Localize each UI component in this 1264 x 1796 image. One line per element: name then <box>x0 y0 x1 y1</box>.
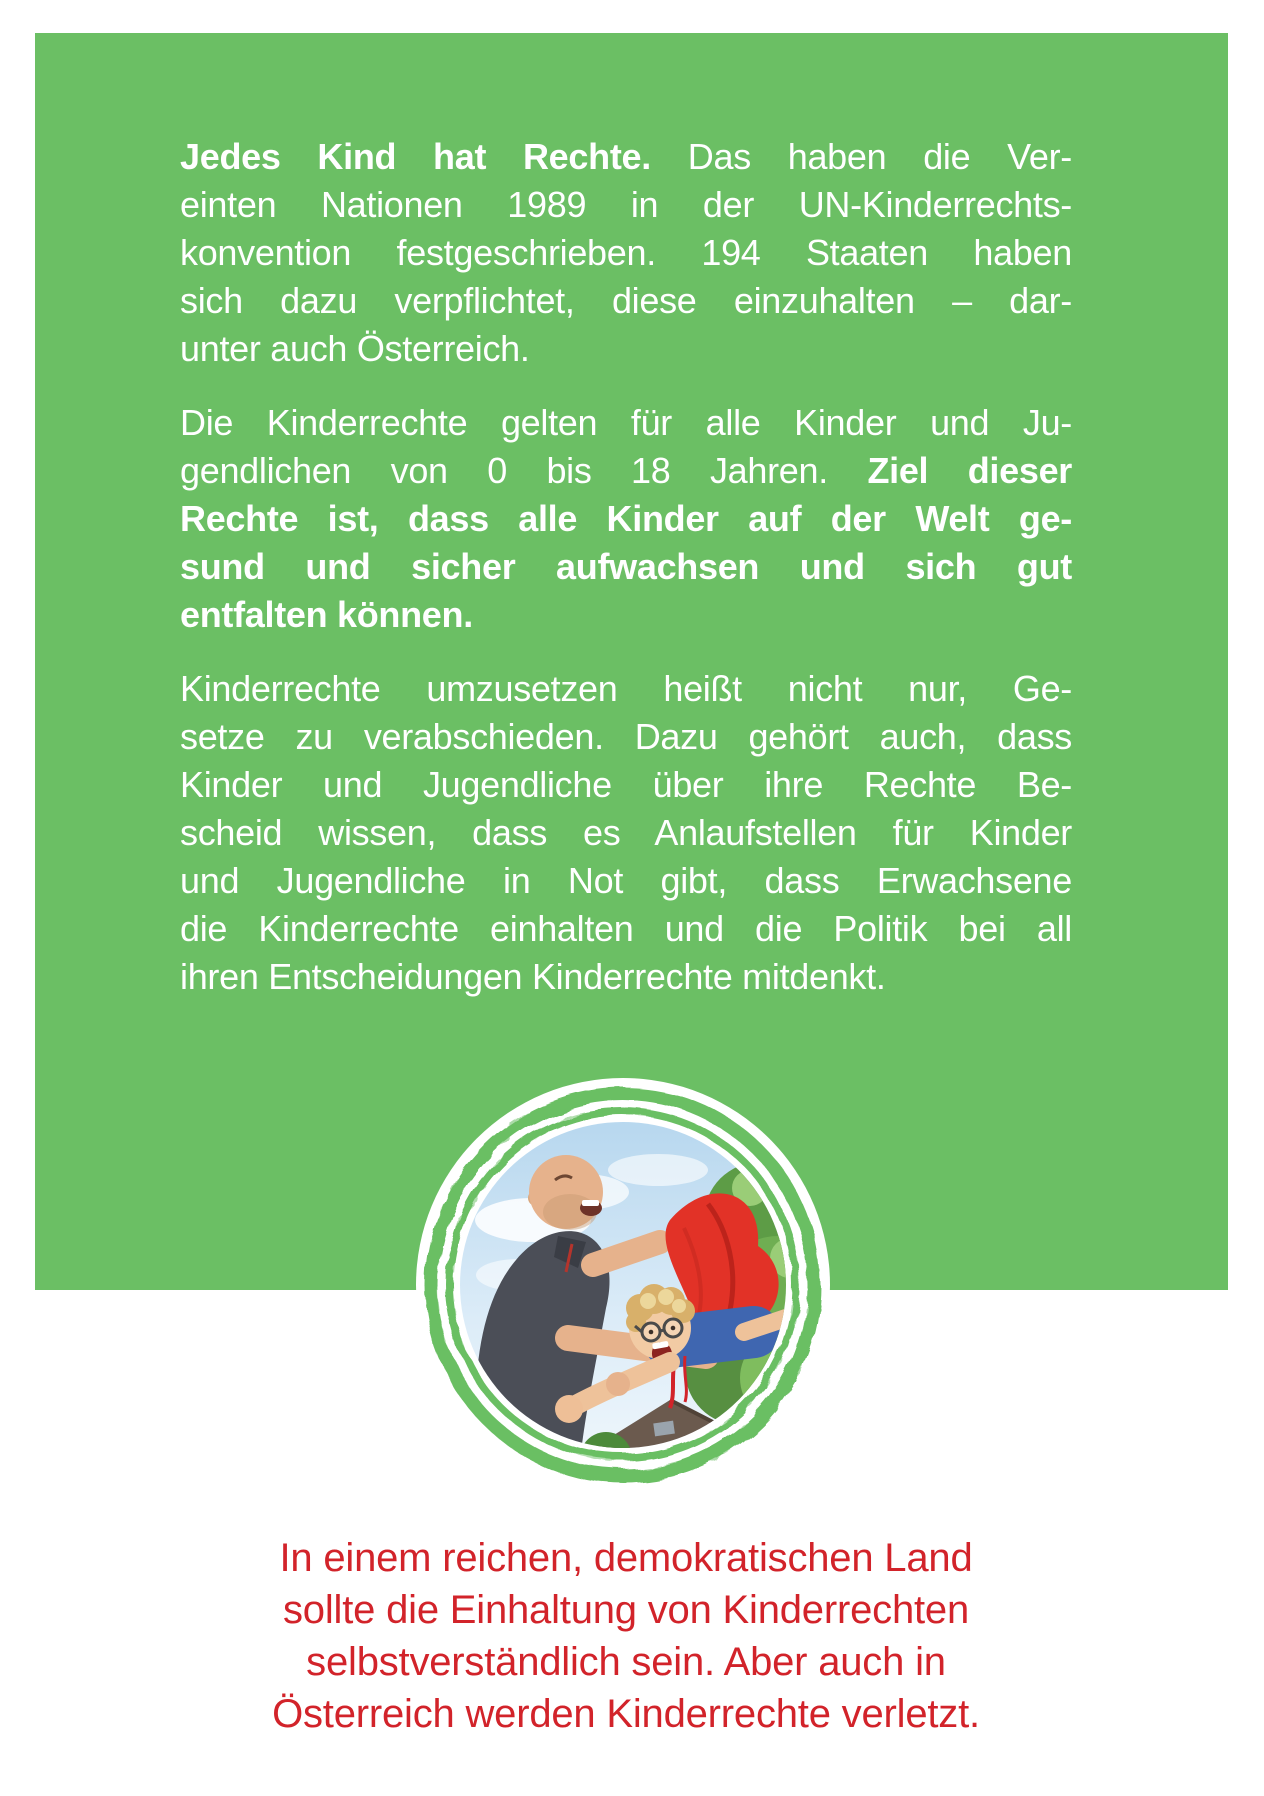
bold-text-segment: Rechte ist, dass alle Kinder auf der Welt ge- <box>180 498 1072 539</box>
bold-text-segment: sund und sicher aufwachsen und sich gut <box>180 546 1072 587</box>
text-segment: unter auch Österreich. <box>180 328 530 369</box>
paragraph <box>180 665 1072 1001</box>
text-segment: scheid wissen, dass es Anlaufstellen für Kinder <box>180 812 1072 853</box>
text-line <box>180 325 1072 373</box>
text-line <box>180 495 1072 543</box>
body-text <box>180 133 1072 1001</box>
text-segment: Die Kinderrechte gelten für alle Kinder und Ju- <box>180 402 1072 443</box>
text-segment: gendlichen von 0 bis 18 Jahren. <box>180 450 868 491</box>
text-segment: Kinderrechte umzusetzen heißt nicht nur, Ge- <box>180 668 1072 709</box>
text-line <box>180 399 1072 447</box>
bold-text-segment: Jedes Kind hat Rechte. <box>180 136 651 177</box>
paragraph <box>180 133 1072 373</box>
text-line <box>180 181 1072 229</box>
text-segment: einten Nationen 1989 in der UN-Kinderrechts- <box>180 184 1072 225</box>
text-segment: sich dazu verpflichtet, diese einzuhalten – dar- <box>180 280 1072 321</box>
text-line <box>180 277 1072 325</box>
closing-line: Österreich werden Kinderrechte verletzt. <box>272 1692 980 1736</box>
closing-line: In einem reichen, demokratischen Land <box>279 1536 973 1580</box>
bold-text-segment: Ziel dieser <box>867 450 1072 491</box>
text-segment: die Kinderrechte einhalten und die Politik bei all <box>180 908 1072 949</box>
text-line <box>180 713 1072 761</box>
text-segment: und Jugendliche in Not gibt, dass Erwachsene <box>180 860 1072 901</box>
photo-circle-illustration <box>408 1070 838 1500</box>
text-line <box>180 543 1072 591</box>
bold-text-segment: entfalten können. <box>180 594 473 635</box>
text-line <box>180 591 1072 639</box>
text-line <box>180 953 1072 1001</box>
text-line <box>180 665 1072 713</box>
text-line <box>180 857 1072 905</box>
closing-statement <box>180 1532 1072 1740</box>
text-segment: Kinder und Jugendliche über ihre Rechte Be- <box>180 764 1072 805</box>
closing-line: sollte die Einhaltung von Kinderrechten <box>283 1588 969 1632</box>
text-segment: konvention festgeschrieben. 194 Staaten haben <box>180 232 1072 273</box>
closing-line: selbstverständlich sein. Aber auch in <box>306 1640 946 1684</box>
text-segment: ihren Entscheidungen Kinderrechte mitdenkt. <box>180 956 886 997</box>
text-line <box>180 447 1072 495</box>
photo-badge <box>408 1070 838 1500</box>
paragraph <box>180 399 1072 639</box>
text-segment: setze zu verabschieden. Dazu gehört auch, dass <box>180 716 1072 757</box>
text-line <box>180 809 1072 857</box>
text-segment: Das haben die Ver- <box>650 136 1072 177</box>
text-line <box>180 905 1072 953</box>
text-line <box>180 229 1072 277</box>
text-line <box>180 761 1072 809</box>
text-line <box>180 133 1072 181</box>
